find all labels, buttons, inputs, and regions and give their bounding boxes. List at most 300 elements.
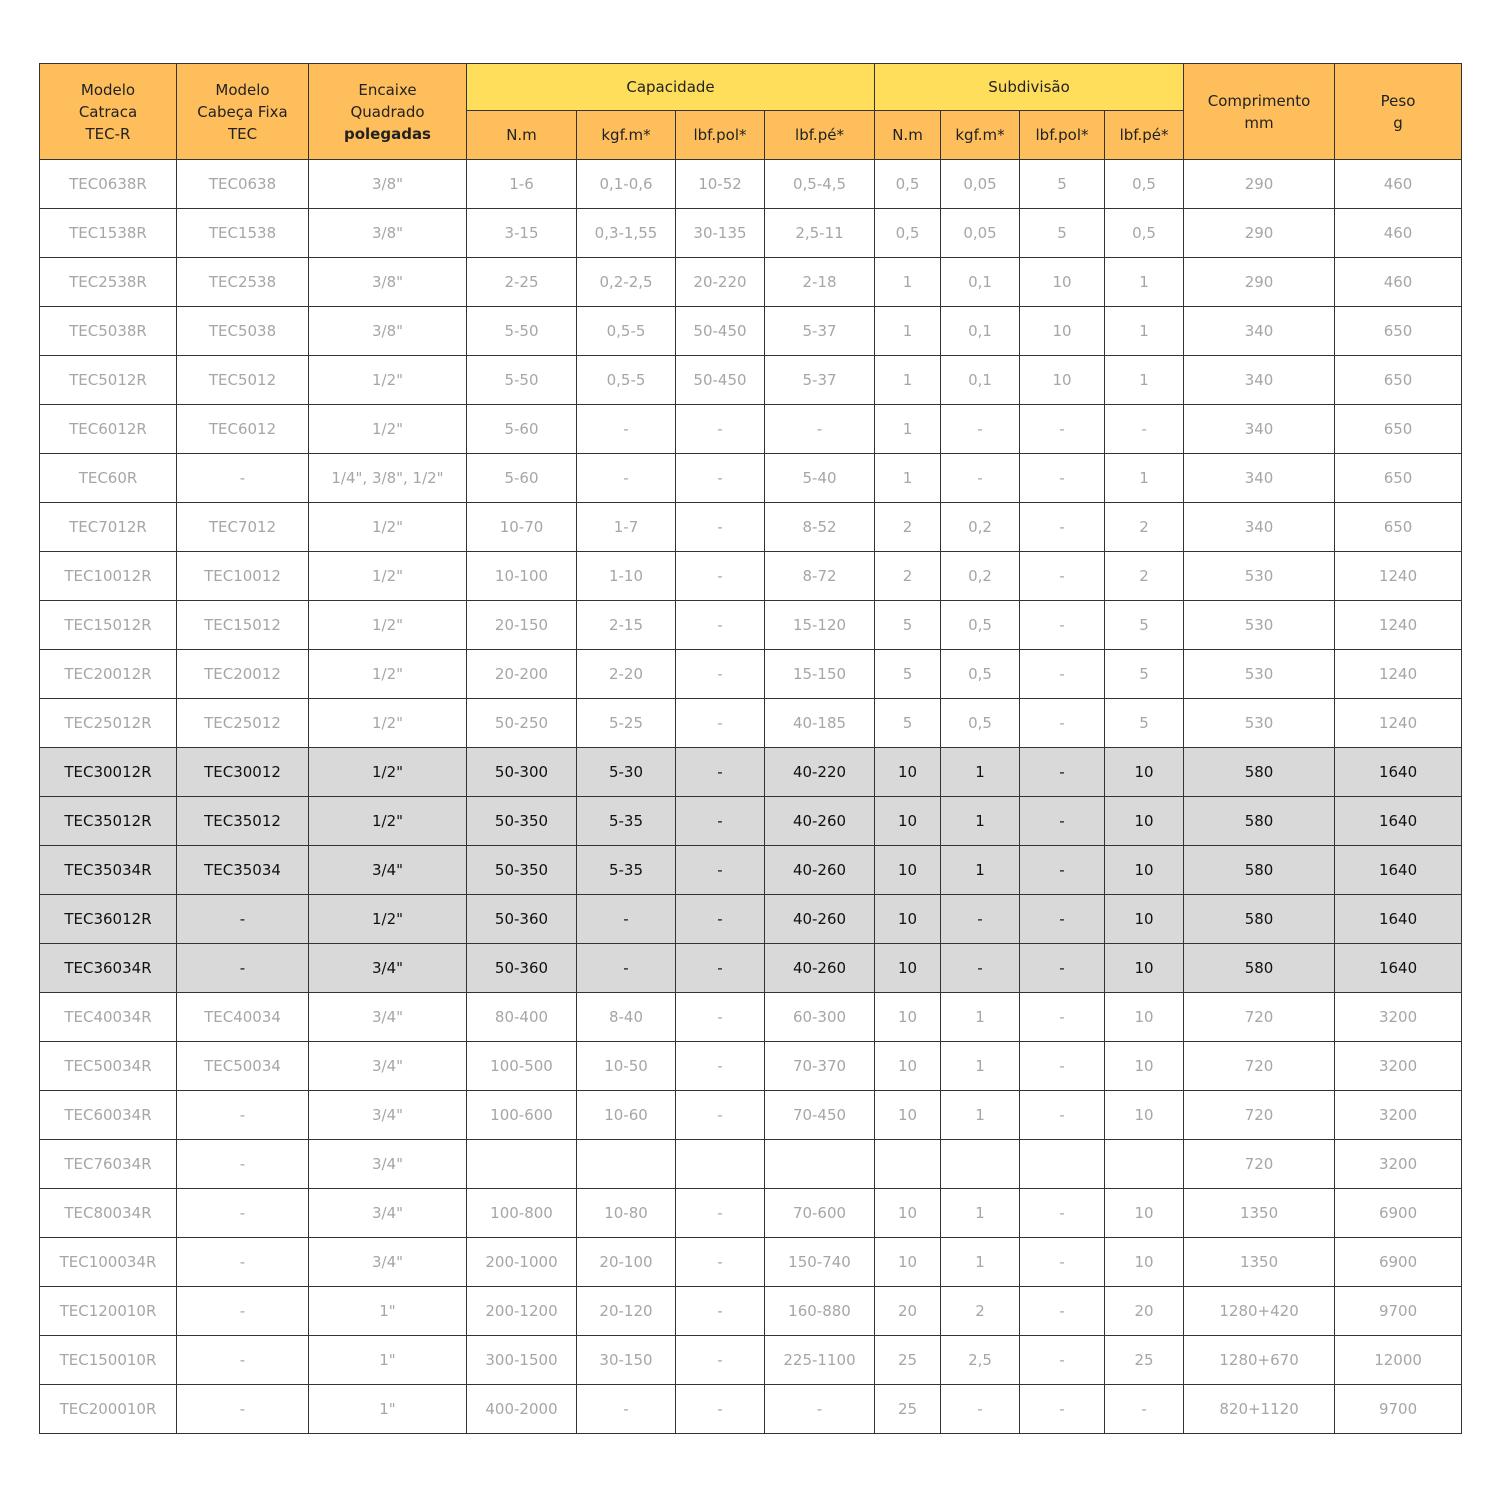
table-cell: 3/4" [309,993,467,1042]
table-row [40,503,1462,552]
header-model-fixed-head [177,64,309,160]
table-cell: 580 [1184,748,1335,797]
table-cell: - [177,1189,309,1238]
table-cell: 1" [309,1336,467,1385]
table-cell: 290 [1184,258,1335,307]
table-cell: 300-1500 [467,1336,577,1385]
table-cell: 5 [1020,160,1105,209]
table-cell: 10 [1020,356,1105,405]
table-cell: 5-37 [765,356,875,405]
table-cell: 460 [1335,160,1462,209]
table-cell: 3-15 [467,209,577,258]
table-row [40,1336,1462,1385]
table-cell: 0,5 [941,699,1020,748]
table-cell: - [177,944,309,993]
table-row [40,650,1462,699]
table-cell [577,1140,676,1189]
table-cell: 20-150 [467,601,577,650]
table-cell: 30-135 [676,209,765,258]
table-cell: 5-35 [577,846,676,895]
table-cell: - [1020,797,1105,846]
header-subdivision-kgfm: kgf.m* [941,111,1020,160]
table-cell: 1-6 [467,160,577,209]
table-cell: 1-10 [577,552,676,601]
header-model-ratchet [40,64,177,160]
table-cell: - [1020,748,1105,797]
table-cell: 5 [1105,601,1184,650]
table-cell: 10-100 [467,552,577,601]
table-cell: 5 [1020,209,1105,258]
table-cell: 650 [1335,307,1462,356]
table-cell: 50-350 [467,797,577,846]
table-cell: 40-220 [765,748,875,797]
table-cell: 2-25 [467,258,577,307]
table-cell: 10 [1020,258,1105,307]
table-cell: - [177,454,309,503]
table-cell: 10 [1105,1189,1184,1238]
table-cell: 3/8" [309,209,467,258]
table-cell: 8-72 [765,552,875,601]
table-cell: 200-1000 [467,1238,577,1287]
table-cell: 50-350 [467,846,577,895]
table-cell: 5-50 [467,307,577,356]
table-cell: 530 [1184,601,1335,650]
table-cell: - [941,454,1020,503]
table-row [40,454,1462,503]
table-cell: 340 [1184,307,1335,356]
table-cell: 160-880 [765,1287,875,1336]
table-cell: - [1020,1287,1105,1336]
header-text: Quadrado [350,102,425,121]
table-cell: 1640 [1335,797,1462,846]
table-cell: 0,3-1,55 [577,209,676,258]
table-cell: - [1020,993,1105,1042]
table-cell: 30-150 [577,1336,676,1385]
table-cell: 10 [1105,993,1184,1042]
table-cell: 10 [875,993,941,1042]
table-cell: TEC6012 [177,405,309,454]
header-group-subdivision: Subdivisão [875,64,1184,111]
table-cell: 1/4", 3/8", 1/2" [309,454,467,503]
table-cell: 40-260 [765,797,875,846]
table-cell: TEC120010R [40,1287,177,1336]
table-cell: 3/4" [309,1189,467,1238]
table-cell: - [177,1287,309,1336]
table-cell: 200-1200 [467,1287,577,1336]
table-row [40,748,1462,797]
table-row [40,1091,1462,1140]
table-cell: 1 [941,993,1020,1042]
table-cell: TEC15012 [177,601,309,650]
table-cell: TEC100034R [40,1238,177,1287]
table-cell: 2 [1105,503,1184,552]
table-cell: 460 [1335,209,1462,258]
header-row-groups [40,64,1462,111]
table-cell: 3200 [1335,993,1462,1042]
table-cell: 0,5 [941,650,1020,699]
table-cell: TEC80034R [40,1189,177,1238]
table-cell: 1280+670 [1184,1336,1335,1385]
table-cell: 15-120 [765,601,875,650]
table-cell: 15-150 [765,650,875,699]
table-cell: 80-400 [467,993,577,1042]
table-cell: 2-15 [577,601,676,650]
table-cell: 5-50 [467,356,577,405]
table-cell: 5-60 [467,405,577,454]
table-cell: 1/2" [309,650,467,699]
table-cell: 820+1120 [1184,1385,1335,1434]
table-cell: 10-70 [467,503,577,552]
table-cell: 580 [1184,846,1335,895]
table-row [40,1140,1462,1189]
table-cell: TEC10012R [40,552,177,601]
table-cell: 0,2 [941,503,1020,552]
table-cell: 1 [875,258,941,307]
table-cell: - [676,1091,765,1140]
table-cell: 1 [941,748,1020,797]
table-cell: - [1020,454,1105,503]
table-cell: 1 [941,1189,1020,1238]
table-cell: - [1020,846,1105,895]
table-cell: TEC30012 [177,748,309,797]
table-cell: - [941,405,1020,454]
table-cell: 20-120 [577,1287,676,1336]
table-cell: 1350 [1184,1238,1335,1287]
table-cell: TEC1538 [177,209,309,258]
table-cell: TEC35034 [177,846,309,895]
table-cell: - [676,1189,765,1238]
table-cell: - [577,454,676,503]
table-cell: 50-450 [676,307,765,356]
table-cell: 3/4" [309,1140,467,1189]
table-cell: 650 [1335,454,1462,503]
table-cell: - [1020,601,1105,650]
table-cell: 1 [875,454,941,503]
table-cell: 12000 [1335,1336,1462,1385]
table-cell: 650 [1335,356,1462,405]
table-cell: 530 [1184,552,1335,601]
table-cell: 0,5 [1105,160,1184,209]
table-cell: 3/4" [309,1042,467,1091]
table-row [40,356,1462,405]
torque-wrench-spec-table [39,63,1462,1434]
table-cell: 50-250 [467,699,577,748]
table-cell: TEC35012R [40,797,177,846]
table-cell: TEC5012 [177,356,309,405]
table-cell: 10 [875,1042,941,1091]
table-cell: - [765,1385,875,1434]
header-text: Modelo [80,80,136,99]
table-cell: - [676,1238,765,1287]
table-cell: 50-300 [467,748,577,797]
table-cell: 10 [1105,748,1184,797]
header-text: mm [1244,113,1274,132]
table-cell: 10 [1105,1238,1184,1287]
table-cell: 0,5-5 [577,356,676,405]
table-cell: 290 [1184,160,1335,209]
table-cell: 1 [1105,307,1184,356]
table-cell: TEC20012 [177,650,309,699]
table-cell: 10-50 [577,1042,676,1091]
table-cell: 25 [875,1385,941,1434]
table-cell: - [177,895,309,944]
table-cell: 25 [875,1336,941,1385]
table-cell: - [941,944,1020,993]
header-length [1184,64,1335,160]
table-cell: TEC20012R [40,650,177,699]
table-cell: 2 [875,503,941,552]
table-cell: 8-52 [765,503,875,552]
table-cell: TEC36034R [40,944,177,993]
table-cell: - [941,895,1020,944]
table-cell: 1/2" [309,503,467,552]
table-cell: 40-185 [765,699,875,748]
table-cell: - [1105,1385,1184,1434]
table-cell [765,1140,875,1189]
table-cell: TEC5038 [177,307,309,356]
table-cell: 10-80 [577,1189,676,1238]
table-row [40,944,1462,993]
table-cell: - [676,454,765,503]
table-cell [1020,1140,1105,1189]
table-cell: 10 [875,895,941,944]
table-cell: 1 [1105,258,1184,307]
table-cell: 1/2" [309,356,467,405]
table-cell: 10 [1105,797,1184,846]
table-cell: 20-100 [577,1238,676,1287]
table-cell: 0,5 [941,601,1020,650]
table-cell: 0,5 [875,209,941,258]
table-row [40,797,1462,846]
header-subdivision-lbfpe: lbf.pé* [1105,111,1184,160]
table-row [40,1287,1462,1336]
table-cell: 3/8" [309,307,467,356]
table-cell: - [676,797,765,846]
table-cell: 400-2000 [467,1385,577,1434]
table-cell: 290 [1184,209,1335,258]
header-text: TEC [227,124,258,143]
table-cell: 10 [875,1238,941,1287]
table-cell: 0,5 [875,160,941,209]
table-cell: 720 [1184,1042,1335,1091]
table-cell: 1 [1105,356,1184,405]
table-row [40,160,1462,209]
table-row [40,258,1462,307]
table-cell: 6900 [1335,1189,1462,1238]
table-cell: 340 [1184,405,1335,454]
table-cell: TEC150010R [40,1336,177,1385]
header-text: Cabeça Fixa [197,102,288,121]
table-cell: 650 [1335,405,1462,454]
table-cell: 70-370 [765,1042,875,1091]
table-cell: TEC7012 [177,503,309,552]
table-cell: 3/4" [309,944,467,993]
table-cell: 6900 [1335,1238,1462,1287]
table-cell: - [1020,1091,1105,1140]
table-cell: 5-25 [577,699,676,748]
header-square-drive [309,64,467,160]
table-cell: 3/8" [309,160,467,209]
table-cell: 340 [1184,356,1335,405]
table-cell: 340 [1184,503,1335,552]
table-row [40,209,1462,258]
table-cell: 3/8" [309,258,467,307]
table-cell: 5-30 [577,748,676,797]
table-body [40,160,1462,1434]
table-cell: 1640 [1335,748,1462,797]
table-cell: 0,1-0,6 [577,160,676,209]
table-cell [875,1140,941,1189]
table-cell: - [1105,405,1184,454]
table-cell: TEC35012 [177,797,309,846]
table-cell: 40-260 [765,944,875,993]
table-cell: 10-60 [577,1091,676,1140]
table-cell: 10 [875,944,941,993]
table-cell: 5-60 [467,454,577,503]
table-cell: 5-37 [765,307,875,356]
table-cell: TEC76034R [40,1140,177,1189]
table-cell: - [577,944,676,993]
table-cell: 5 [875,650,941,699]
table-cell: TEC15012R [40,601,177,650]
spec-table-container [39,63,1461,1434]
table-cell: 1/2" [309,552,467,601]
table-cell: 1 [875,356,941,405]
table-cell: - [676,1042,765,1091]
table-cell: TEC0638R [40,160,177,209]
table-row [40,993,1462,1042]
table-cell: 50-360 [467,895,577,944]
table-cell: 1 [941,1238,1020,1287]
table-cell: - [676,1336,765,1385]
table-cell: 1/2" [309,405,467,454]
table-cell: - [676,1385,765,1434]
table-cell: 70-600 [765,1189,875,1238]
table-cell: 10 [1020,307,1105,356]
table-cell: 100-800 [467,1189,577,1238]
table-cell: 40-260 [765,895,875,944]
table-cell: - [1020,699,1105,748]
table-cell: 5 [1105,699,1184,748]
table-cell: 580 [1184,895,1335,944]
table-cell: 0,2 [941,552,1020,601]
table-cell: 1/2" [309,895,467,944]
table-cell: 1240 [1335,650,1462,699]
table-cell: TEC1538R [40,209,177,258]
table-cell: - [676,503,765,552]
table-row [40,1042,1462,1091]
table-cell: - [177,1336,309,1385]
table-cell: TEC6012R [40,405,177,454]
table-cell: - [1020,1385,1105,1434]
header-subdivision-nm: N.m [875,111,941,160]
header-text: g [1393,113,1403,132]
table-cell: 150-740 [765,1238,875,1287]
table-cell: - [1020,1238,1105,1287]
table-cell: 1 [1105,454,1184,503]
table-cell [941,1140,1020,1189]
table-cell: 1640 [1335,846,1462,895]
table-cell: 1/2" [309,601,467,650]
table-cell: 10 [1105,895,1184,944]
table-cell: TEC50034 [177,1042,309,1091]
table-cell: - [577,895,676,944]
table-cell: 1" [309,1287,467,1336]
table-cell: 1640 [1335,944,1462,993]
table-cell: 3200 [1335,1140,1462,1189]
table-cell: 1640 [1335,895,1462,944]
table-row [40,1189,1462,1238]
table-cell: - [941,1385,1020,1434]
table-cell: 340 [1184,454,1335,503]
table-cell: 5-40 [765,454,875,503]
table-cell: - [1020,944,1105,993]
table-cell: 0,2-2,5 [577,258,676,307]
table-cell: 3200 [1335,1091,1462,1140]
table-cell: 1 [941,1042,1020,1091]
table-cell: 20-200 [467,650,577,699]
table-cell: 580 [1184,944,1335,993]
table-cell: 580 [1184,797,1335,846]
header-text: Comprimento [1207,91,1311,110]
header-weight [1335,64,1462,160]
table-cell: 2 [941,1287,1020,1336]
table-cell: 0,5-5 [577,307,676,356]
table-cell: - [765,405,875,454]
table-cell: TEC36012R [40,895,177,944]
table-row [40,699,1462,748]
table-cell: TEC200010R [40,1385,177,1434]
table-cell: TEC60034R [40,1091,177,1140]
table-cell: 650 [1335,503,1462,552]
header-capacity-lbfpol: lbf.pol* [676,111,765,160]
table-cell: 5 [1105,650,1184,699]
table-cell: 0,05 [941,160,1020,209]
table-cell: - [676,1287,765,1336]
table-cell: - [1020,650,1105,699]
table-row [40,846,1462,895]
table-cell: 10 [875,1189,941,1238]
table-cell: 25 [1105,1336,1184,1385]
table-cell: - [676,846,765,895]
table-cell: - [676,699,765,748]
table-row [40,895,1462,944]
table-cell: 3200 [1335,1042,1462,1091]
header-subdivision-lbfpol: lbf.pol* [1020,111,1105,160]
table-cell: TEC25012 [177,699,309,748]
table-cell: 50-360 [467,944,577,993]
table-cell: 1240 [1335,601,1462,650]
table-cell: 20-220 [676,258,765,307]
table-cell: 1240 [1335,699,1462,748]
table-cell: TEC40034R [40,993,177,1042]
table-cell: TEC5038R [40,307,177,356]
table-cell: TEC30012R [40,748,177,797]
header-capacity-lbfpe: lbf.pé* [765,111,875,160]
table-cell: 5-35 [577,797,676,846]
table-cell: - [1020,503,1105,552]
table-cell: - [1020,552,1105,601]
table-cell: - [177,1091,309,1140]
table-cell: 0,5 [1105,209,1184,258]
table-cell: 0,1 [941,307,1020,356]
table-cell: 0,1 [941,356,1020,405]
table-cell: 9700 [1335,1287,1462,1336]
header-text: Encaixe [358,80,417,99]
table-cell: 3/4" [309,846,467,895]
header-text: Peso [1380,91,1416,110]
table-cell: 1/2" [309,699,467,748]
